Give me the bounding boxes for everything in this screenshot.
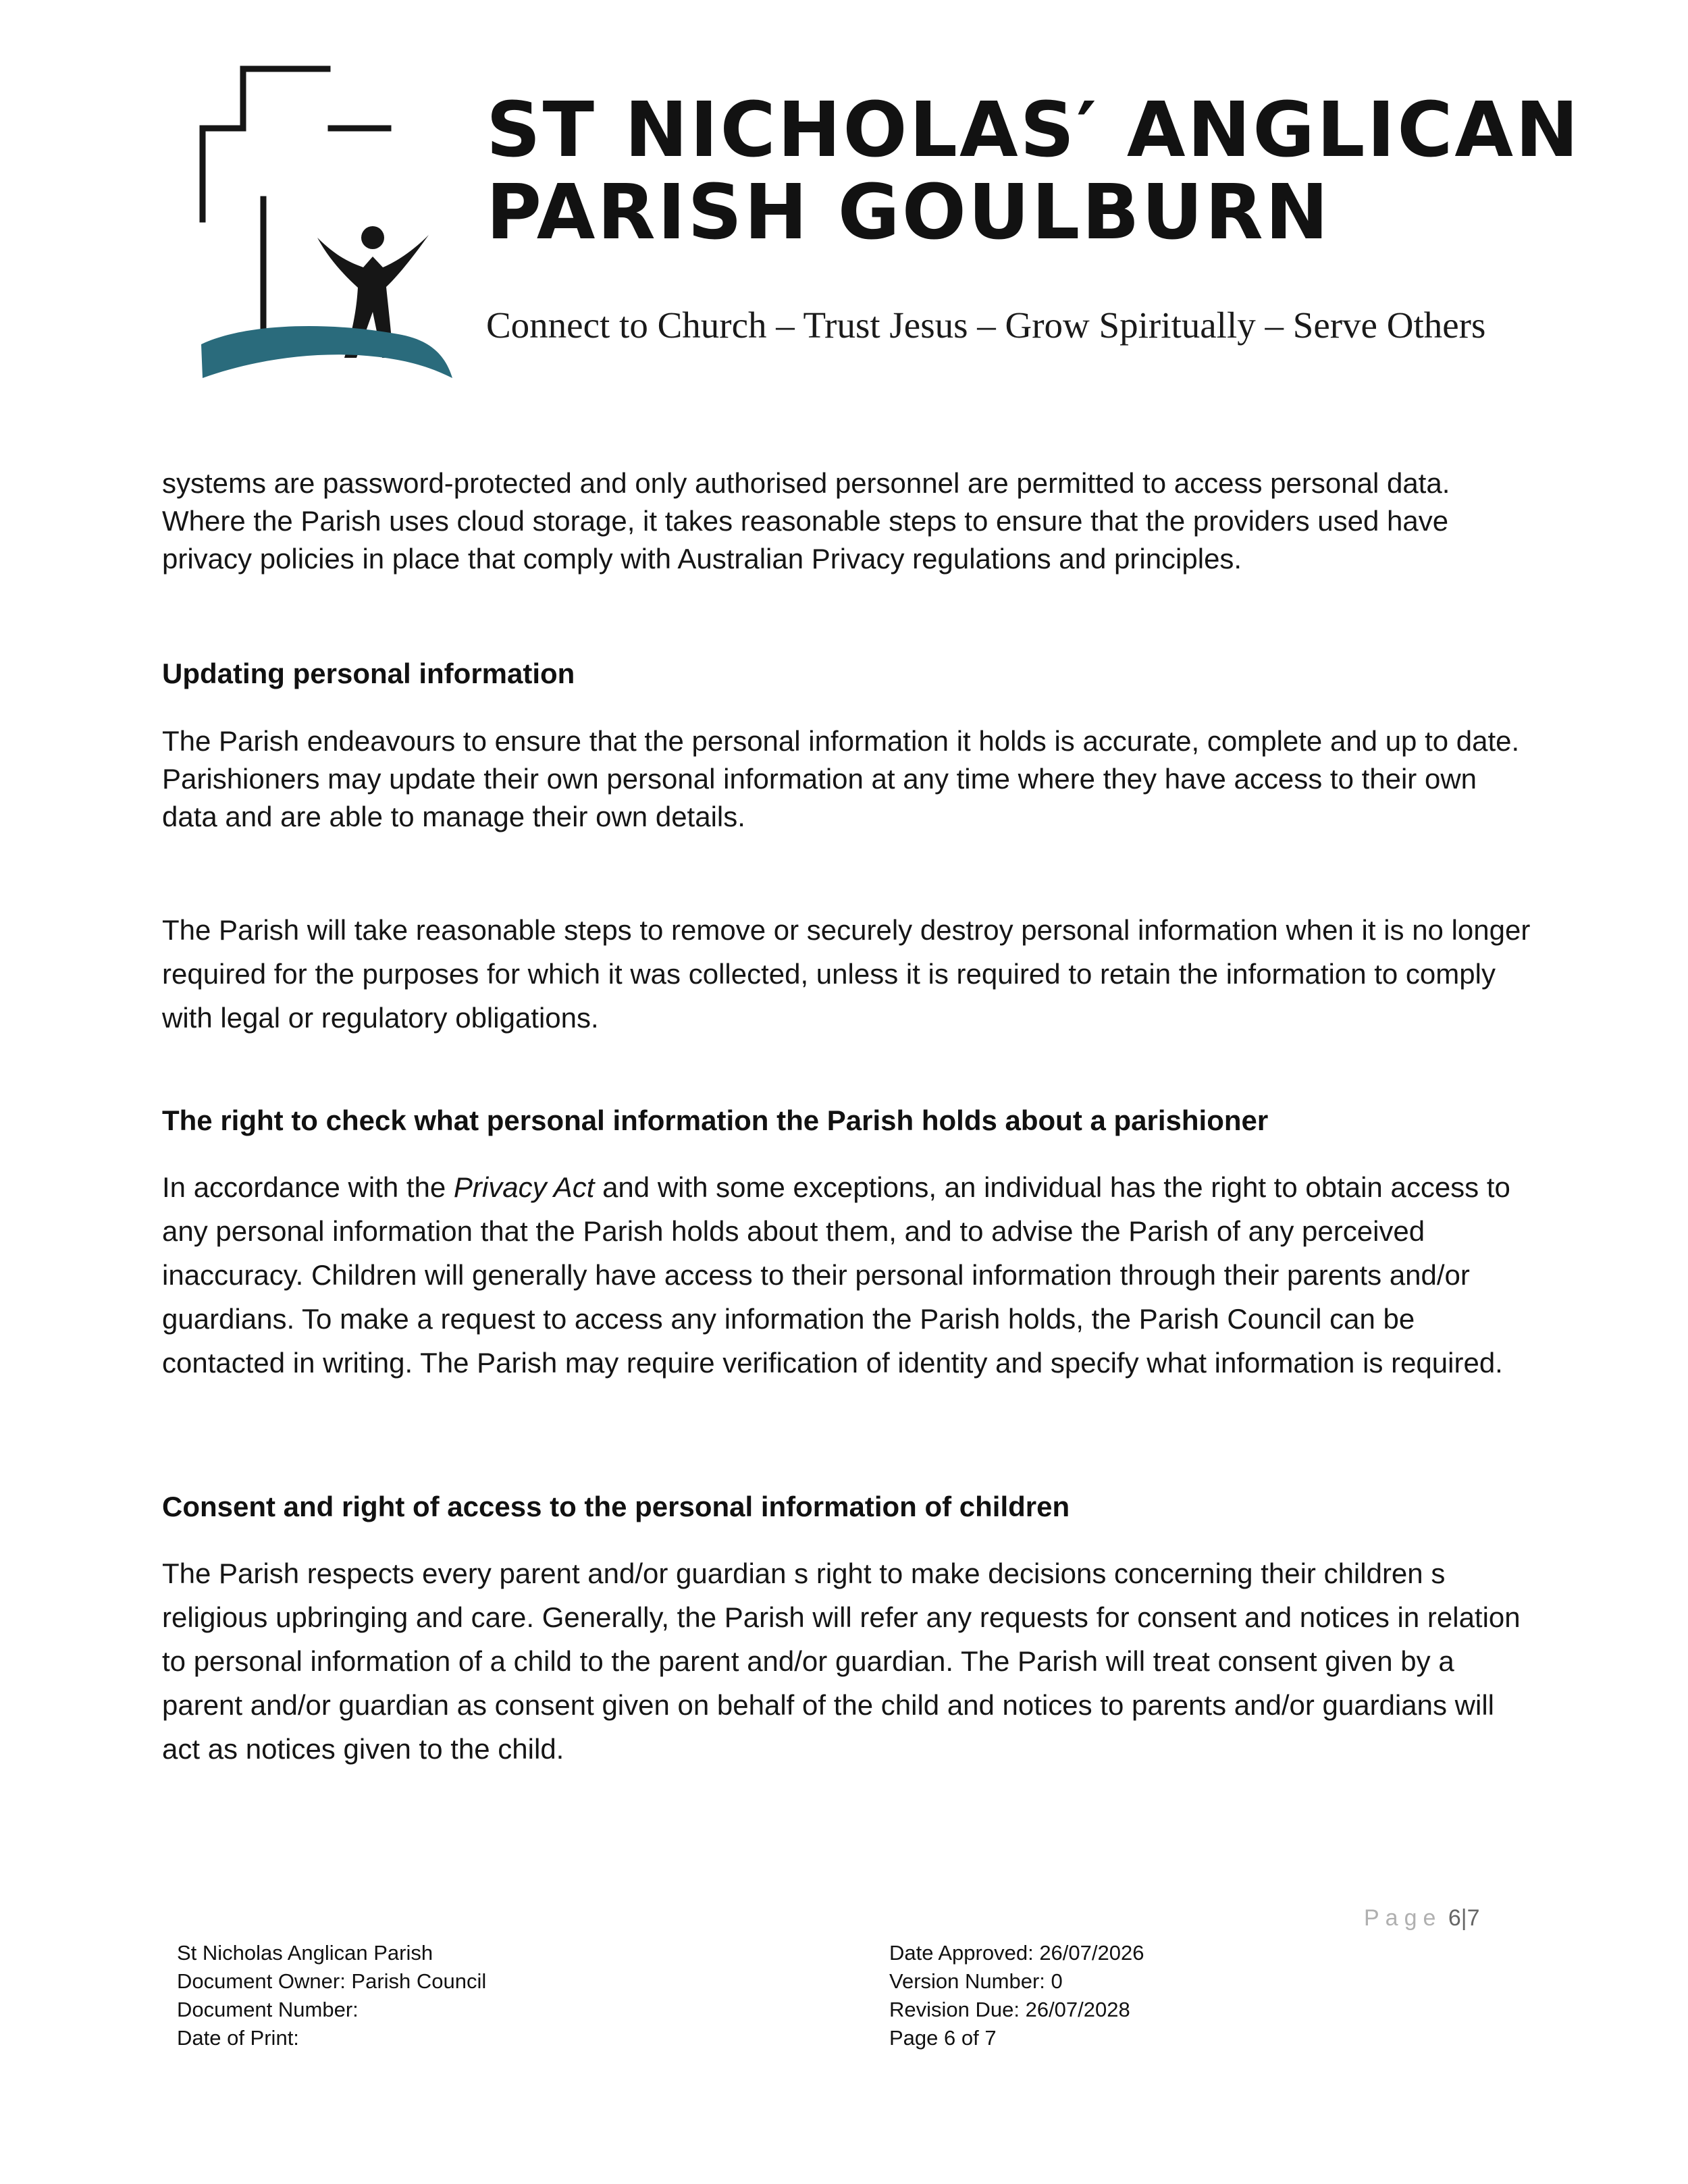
paragraph-right-text-rest: and with some exceptions, an individual has the right to obtain access to any personal information that the Parish holds about them, and to advise the Parish of any perceived inaccuracy. Children will generally have access to their personal information through their parents and/or guardians. To make a request to access any information the Parish holds, the Parish Council can be contacted in writing. The Parish may require verification of identity and specify what information is required. — [162, 1171, 1510, 1379]
footer-right-column — [889, 1939, 1144, 2052]
footer-revision-due: Revision Due: 26/07/2028 — [889, 1998, 1130, 2021]
privacy-act-title: Privacy Act — [453, 1171, 595, 1203]
brush-swoosh — [201, 326, 452, 378]
footer-page-count: Page 6 of 7 — [889, 2026, 997, 2050]
paragraph-data-security: systems are password-protected and only authorised personnel are permitted to access personal data. Where the Parish uses cloud storage, it takes reasonable steps to ensure that the providers used have privacy policies in place that comply with Australian Privacy regulations and principles. — [162, 467, 1450, 575]
footer-date-of-print: Date of Print: — [177, 2026, 299, 2050]
page-numbers: 6|7 — [1448, 1905, 1480, 1931]
paragraph-right-text-start: In accordance with the — [162, 1171, 454, 1203]
org-name-line1: ST NICHOLAS′ ANGLICAN — [486, 86, 1581, 174]
paragraph-consent-children: The Parish respects every parent and/or guardian s right to make decisions concerning their children s religious upbringing and care. Generally, the Parish will refer any requests for consent and notices in relation to personal information of a child to the parent and/or guardian. The Parish will treat consent given by a parent and/or guardian as consent given on behalf of the child and notices to parents and/or guardians will act as notices given to the child. — [162, 1557, 1521, 1765]
paragraph-updating-information: The Parish endeavours to ensure that the personal information it holds is accurate, complete and up to date. Parishioners may update their own personal information at any time where they have access to their own data and are able to manage their own details. — [162, 725, 1520, 832]
paragraph-right-to-check — [162, 1165, 1539, 1385]
parish-logo-icon — [196, 61, 466, 398]
footer-parish-name: St Nicholas Anglican Parish — [177, 1941, 433, 1965]
heading-right-to-check: The right to check what personal information the Parish holds about a parishioner — [162, 1104, 1269, 1136]
tagline: Connect to Church – Trust Jesus – Grow Spiritually – Serve Others — [486, 304, 1486, 346]
heading-updating-personal-information: Updating personal information — [162, 658, 575, 689]
heading-consent-children: Consent and right of access to the personal information of children — [162, 1491, 1070, 1522]
organization-name — [486, 86, 1581, 257]
page-number-marker — [1364, 1905, 1480, 1932]
footer-left-column — [177, 1939, 486, 2052]
org-name-line2: PARISH GOULBURN — [486, 169, 1331, 257]
footer-version-number: Version Number: 0 — [889, 1969, 1063, 1993]
footer-document-owner: Document Owner: Parish Council — [177, 1969, 487, 1993]
page-word: Page — [1364, 1905, 1442, 1931]
footer-date-approved: Date Approved: 26/07/2026 — [889, 1941, 1144, 1965]
footer-document-number: Document Number: — [177, 1998, 359, 2021]
paragraph-destroy-information: The Parish will take reasonable steps to remove or securely destroy personal information when it is no longer required for the purposes for which it was collected, unless it is required to retain the information to comply with legal or regulatory obligations. — [162, 914, 1531, 1034]
